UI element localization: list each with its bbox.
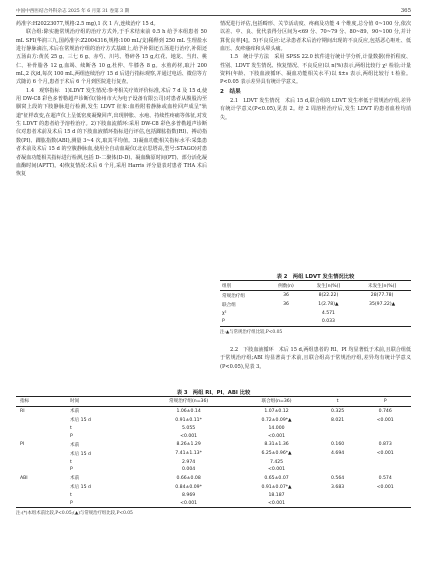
table-cell: 1.06±0.14 (176, 408, 201, 414)
column-header: t (336, 398, 339, 404)
table-cell (16, 416, 66, 425)
table-cell: 7.41±1.13* (175, 451, 202, 457)
table-row (220, 310, 411, 318)
table-cell: 0.004 (182, 467, 196, 473)
column-header: 时间 (70, 399, 80, 405)
paragraph: 1.5 统计学方法 采用 SPSS 22.0 软件进行统计学分析,计量数据(骨折程度、性别、LDVT 发生情况、恢复情况、不良反应)以 n(%)表示,两组比较行 χ² 检验;计量资料(年龄、下肢血液循环、凝血功能相关水平)以 x̄±s 表示,两组比较行 t 检验。P<0.05 表示差异具有统计学意义。 (220, 54, 411, 86)
table-cell: 1(2.78)▲ (318, 302, 339, 308)
table-cell: 常规治疗组 (222, 293, 245, 299)
table-cell: RI (20, 408, 25, 414)
table-cell: <0.001 (268, 467, 286, 473)
table-row (16, 425, 411, 433)
table-cell: <0.001 (268, 500, 286, 506)
table-cell: 0.72±0.09*▲ (261, 417, 292, 423)
table-cell: 35(97.22)▲ (369, 302, 396, 308)
right-column (220, 20, 411, 122)
table-cell (16, 500, 66, 508)
table-cell (359, 466, 411, 474)
table-cell: 0.564 (331, 475, 345, 481)
table-cell (16, 433, 66, 441)
table-cell (359, 433, 411, 441)
table-cell (16, 425, 66, 433)
table-cell (316, 466, 360, 474)
table-cell: 0.91±0.11* (175, 417, 202, 423)
paragraph: 2.2 下肢血液循环 术后 15 d,两组患者的 RI、PI 均显著低于术前,且联合组低于常规治疗组;ABI 均显著高于术前,且联合组高于常规治疗组,差异均有统计学意义(P<0.05),见表 3。 (220, 347, 411, 370)
table-cell: 8.31±1.36 (264, 442, 289, 448)
paragraph: 联合组:除实施常规治疗组的治疗方式外,于手术结束前 0.5 h 给予本组患者 50 mL SFI(华润三九,国药准字:Z2004316,规格:100 mL/支)稀释到 250 mL 生理盐水进行静脉滴注,术后在常规治疗组的治疗方式基础上,给予补阳还五汤进行治疗,补阳还五汤由方:黄芪 25 g、三七 6 g、赤芍、川芎、脊碎各 15 g,红花、地龙、当归、桃仁、补骨脂各 12 g,血竭、续断各 10 g,杜仲、牛膝各 8 g。水煎药材,取汁 200 mL,2 次/d,每次 100 mL,两组连续治疗 15 d 后进行指标观察,并通过电话、微信等方式随访 6 个月,患者于术后 6 个月到医院进行复查。 (16, 29, 207, 86)
table-cell: 18.187 (268, 493, 285, 499)
table-row (16, 492, 411, 500)
table-cell (359, 492, 411, 500)
table-cell: 术后 15 d (70, 451, 91, 457)
column-header: 联合组(n=36) (261, 399, 292, 405)
table-cell: 术前 (70, 442, 80, 448)
table-cell: 36 (283, 293, 289, 299)
table-cell: P (70, 500, 73, 506)
table-cell: 8(22.22) (318, 293, 339, 299)
table-cell (16, 458, 66, 466)
running-header (16, 8, 411, 14)
table-cell: 0.873 (378, 442, 392, 448)
table-cell: <0.001 (268, 433, 286, 439)
table-row (16, 500, 411, 508)
column-header: 例数(n) (278, 283, 294, 289)
table-cell (268, 310, 303, 318)
table-cell: PI (20, 442, 25, 448)
table-cell: t (70, 426, 72, 432)
table-cell: 0.84±0.09* (175, 484, 202, 490)
column-header: 指标 (20, 399, 30, 405)
table-cell: 0.033 (321, 319, 335, 325)
column-header: 未发生[n(%)] (367, 283, 397, 289)
table-cell: 联合组 (222, 302, 236, 308)
left-column (16, 20, 207, 179)
table-cell: <0.001 (376, 451, 394, 457)
table-cell: P (70, 467, 73, 473)
table-cell: 3.683 (331, 484, 345, 490)
table-row (16, 466, 411, 474)
column-header: 常规治疗组(n=36) (169, 399, 209, 405)
table-cell: 术后 15 d (70, 418, 91, 424)
table-cell (316, 425, 360, 433)
table-cell (353, 310, 411, 318)
table-row (16, 474, 411, 483)
table-cell: 2.974 (182, 459, 196, 465)
table-row (16, 449, 411, 458)
journal-title: 中国中西医结合外科杂志 2025 年 6 月第 31 卷第 3 期 (16, 9, 130, 14)
table-cell (268, 318, 303, 327)
table-cell (359, 458, 411, 466)
table-row (220, 318, 411, 327)
column-header: 组别 (222, 283, 232, 289)
table-cell (316, 500, 360, 508)
table-row (220, 291, 411, 301)
table-cell (359, 500, 411, 508)
table-note: 注:▲与常规治疗组比较,P<0.05 (220, 329, 283, 335)
table-row (16, 483, 411, 492)
table-cell: 14.000 (268, 426, 285, 432)
table-3 (16, 388, 411, 516)
table-cell (359, 425, 411, 433)
table-note: 注:(*)本组术前比较,P<0.05;(▲)与常规治疗组比较,P<0.05 (16, 511, 133, 517)
table-cell: 36 (283, 302, 289, 308)
table-cell: 0.65±0.07 (264, 475, 289, 481)
table-cell: 0.325 (331, 408, 345, 414)
paragraph: 药准字:H20223077,规格:2.5 mg),1 次 1 片,连续治疗 15 d。 (16, 21, 159, 27)
table-cell: 0.91±0.07*▲ (261, 484, 292, 490)
page-number: 365 (400, 8, 411, 14)
table-cell: 0.574 (378, 475, 392, 481)
table-cell (16, 483, 66, 492)
table-cell (353, 318, 411, 327)
table-cell: <0.001 (376, 484, 394, 490)
table-cell: 28(77.78) (370, 293, 394, 299)
paragraph: 2.1 LDVT 发生情况 术后 15 d,联合组的 LDVT 发生率低于常规治疗组,差异有统计学意义(P<0.05),见表 2。经 2 周溶栓治疗后,发生 LDVT 的患者血栓均消失。 (220, 98, 411, 121)
table-caption: 表 2 两组 LDVT 发生情况比较 (276, 274, 355, 280)
header-rule (16, 15, 411, 16)
table-cell: 术后 15 d (70, 485, 91, 491)
paragraph: 1.4 观察指标 1)LDVT 发生情况:参考相关疗效评价标准,术后 7 d 及 15 d,使用 DW-C8 彩色多普勒超声诊断仪(徐州市大为电子设备有限公司)对患者从腹股沟至腘窝上段的下肢静脉进行检测,发生 LDVT 征象:血栓附着静脉或血栓回声成呈"轨道"征样改变,在超声仪上呈低密度凝聚回声,出现肿胀、水疱、持续性疼痛等体征,对发生 LDVT 的患者给予溶栓治疗。2)下肢血流循环:采用 DW-C8 彩色多普勒超声诊断仪对患者术前及术后 15 d 的下肢血液循环指标进行评估,包括踝肱指数(RI)、搏动指数(PI)、踝肱指数(ABI),测量 3~4 次,取其平均值。3)凝血功能相关指标水平:采集患者术前及术后 15 d 的空腹静脉血,使用全自动血凝仪(北京思塔高,型号:STAGO)对患者凝血功能相关指标进行检测,包括 D-二聚体(D-D)、凝血酶原时间(PT)、部分活化凝血酶时间(APTT)。4)恢复情况:术后 6 个月,采用 Harris 评分量表对患者 THA 术后恢复 (16, 87, 207, 178)
table-cell: 4.571 (321, 311, 335, 317)
table-2 (220, 272, 411, 335)
table-cell: <0.001 (180, 433, 198, 439)
table-row (220, 300, 411, 309)
table-cell: 5.055 (182, 426, 196, 432)
table-cell: P (70, 433, 73, 439)
table-cell (316, 433, 360, 441)
table-row (16, 440, 411, 449)
table-cell: 8.021 (331, 417, 345, 423)
data-table (16, 396, 411, 508)
section-heading: 2 结果 (220, 88, 241, 95)
table-cell: 6.25±0.96*▲ (261, 451, 292, 457)
column-header: P (383, 398, 387, 404)
table-cell: <0.001 (180, 500, 198, 506)
table-row (16, 458, 411, 466)
table-cell (16, 449, 66, 458)
table-cell: 术前 (70, 476, 80, 482)
table-cell: ABI (20, 475, 28, 481)
table-cell: 8.26±1.29 (176, 442, 201, 448)
table-cell: 7.425 (269, 459, 284, 465)
table-cell (316, 492, 360, 500)
table-cell (16, 492, 66, 500)
table-cell (16, 466, 66, 474)
table-cell: χ² (222, 311, 227, 317)
table-row (16, 406, 411, 415)
results-text (220, 346, 411, 371)
table-row (16, 416, 411, 425)
table-cell: 0.160 (331, 442, 345, 448)
table-cell: 术前 (70, 409, 80, 415)
data-table (220, 280, 411, 327)
table-cell: 4.694 (331, 451, 345, 457)
table-row (16, 433, 411, 441)
table-cell: 1.07±0.12 (264, 408, 289, 414)
paragraph: 情况进行评估,包括畸形、关节活动度、疼痛及功能 4 个维度,总分值 0~100 分,依次以差、中、良、优代表得分区间为<69 分、70~79 分、80~89、90~100 分,并计算优良率[4]。5)不良反应:记录患者术后治疗期间出现的不良反应,包括恶心呕吐、低血压、皮疹瘙痒和头晕头痛。 (220, 21, 411, 53)
table-cell: t (70, 459, 72, 465)
table-cell: P (222, 319, 225, 325)
table-caption: 表 3 两组 RI、PI、ABI 比较 (176, 390, 251, 396)
column-header: 发生[n(%)] (316, 283, 341, 289)
table-cell: 0.746 (378, 408, 392, 414)
table-cell: <0.001 (376, 417, 394, 423)
table-cell: t (70, 493, 72, 499)
table-cell: 0.66±0.08 (176, 475, 201, 481)
table-cell: 8.969 (182, 493, 196, 499)
table-cell (316, 458, 360, 466)
